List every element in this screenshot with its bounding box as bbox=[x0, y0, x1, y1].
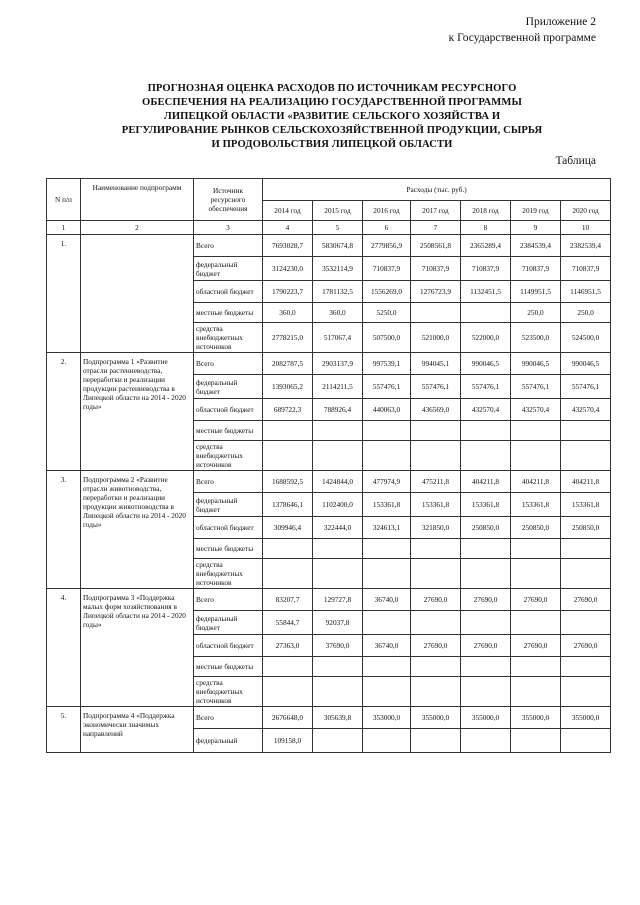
expense-value: 1424844,0 bbox=[313, 471, 363, 493]
expense-value bbox=[363, 421, 411, 441]
expense-value: 27690,0 bbox=[461, 635, 511, 657]
expense-value: 1393065,2 bbox=[263, 375, 313, 399]
expense-value: 27690,0 bbox=[511, 589, 561, 611]
expense-value bbox=[411, 677, 461, 707]
expense-value: 83207,7 bbox=[263, 589, 313, 611]
expense-value bbox=[461, 729, 511, 753]
expense-value: 1378646,1 bbox=[263, 493, 313, 517]
expense-value: 2082787,5 bbox=[263, 353, 313, 375]
document-title bbox=[92, 82, 572, 152]
expense-value: 1132451,5 bbox=[461, 281, 511, 303]
funding-source: федеральный бюджет bbox=[194, 375, 263, 399]
expense-value bbox=[263, 441, 313, 471]
expense-value: 36740,0 bbox=[363, 635, 411, 657]
expense-value: 521000,0 bbox=[411, 323, 461, 353]
table-header bbox=[47, 179, 611, 235]
expense-value: 1688592,5 bbox=[263, 471, 313, 493]
expense-value bbox=[461, 539, 511, 559]
row-number: 4. bbox=[47, 589, 81, 707]
row-number: 2. bbox=[47, 353, 81, 471]
expense-value bbox=[561, 729, 611, 753]
expense-value bbox=[363, 441, 411, 471]
expense-value bbox=[461, 611, 511, 635]
expense-value: 153361,8 bbox=[461, 493, 511, 517]
expense-value: 27690,0 bbox=[411, 635, 461, 657]
expense-value: 990046,5 bbox=[561, 353, 611, 375]
expense-value: 557476,1 bbox=[461, 375, 511, 399]
expense-value: 507500,0 bbox=[363, 323, 411, 353]
expense-value: 1102400,0 bbox=[313, 493, 363, 517]
table-body bbox=[47, 235, 611, 753]
table-row bbox=[47, 707, 611, 729]
expense-value: 557476,1 bbox=[561, 375, 611, 399]
expense-value: 557476,1 bbox=[511, 375, 561, 399]
expense-value: 153361,8 bbox=[511, 493, 561, 517]
expense-value bbox=[313, 441, 363, 471]
expense-value bbox=[411, 421, 461, 441]
expense-value: 1146951,5 bbox=[561, 281, 611, 303]
funding-source: областной бюджет bbox=[194, 399, 263, 421]
expense-value: 109158,0 bbox=[263, 729, 313, 753]
appendix-note bbox=[449, 14, 596, 46]
expense-value: 7693028,7 bbox=[263, 235, 313, 257]
expense-value: 710837,9 bbox=[561, 257, 611, 281]
expense-value: 997539,1 bbox=[363, 353, 411, 375]
expense-value bbox=[363, 559, 411, 589]
expense-value: 250850,0 bbox=[511, 517, 561, 539]
header-year: 2020 год bbox=[561, 201, 611, 221]
funding-source: средства внебюджетных источников bbox=[194, 677, 263, 707]
expense-value: 1790223,7 bbox=[263, 281, 313, 303]
title-line-1: ПРОГНОЗНАЯ ОЦЕНКА РАСХОДОВ ПО ИСТОЧНИКАМ РЕСУРСНОГО bbox=[147, 83, 517, 94]
expense-value bbox=[411, 539, 461, 559]
funding-source: областной бюджет bbox=[194, 281, 263, 303]
subprogram-name: Подпрограмма 2 «Развитие отрасли животноводства, переработки и реализации продукции животноводства в Липецкой области на 2014 - 2020 годы» bbox=[81, 471, 194, 589]
expense-value: 353000,0 bbox=[363, 707, 411, 729]
funding-source: областной бюджет bbox=[194, 517, 263, 539]
expense-value: 1556269,0 bbox=[363, 281, 411, 303]
expenses-table bbox=[46, 178, 611, 753]
expense-value: 2903137,9 bbox=[313, 353, 363, 375]
expense-value: 1781132,5 bbox=[313, 281, 363, 303]
expense-value: 432570,4 bbox=[561, 399, 611, 421]
expense-value bbox=[561, 559, 611, 589]
expense-value: 477974,9 bbox=[363, 471, 411, 493]
funding-source: местные бюджеты bbox=[194, 303, 263, 323]
column-number: 5 bbox=[313, 221, 363, 235]
expense-value bbox=[461, 657, 511, 677]
expense-value bbox=[313, 729, 363, 753]
funding-source: федеральный бюджет bbox=[194, 493, 263, 517]
funding-source: Всего bbox=[194, 353, 263, 375]
subprogram-name: Подпрограмма 4 «Поддержка экономически значимых направлений bbox=[81, 707, 194, 753]
funding-source: Всего bbox=[194, 707, 263, 729]
header-name: Наименование подпрограмм bbox=[81, 179, 194, 221]
expense-value bbox=[561, 421, 611, 441]
expense-value: 27363,0 bbox=[263, 635, 313, 657]
funding-source: средства внебюджетных источников bbox=[194, 559, 263, 589]
row-number: 1. bbox=[47, 235, 81, 353]
expense-value: 250850,0 bbox=[461, 517, 511, 539]
expense-value bbox=[411, 611, 461, 635]
expense-value: 153361,8 bbox=[411, 493, 461, 517]
header-source: Источник ресурсного обеспечения bbox=[194, 179, 263, 221]
expense-value bbox=[511, 677, 561, 707]
expense-value: 404211,8 bbox=[561, 471, 611, 493]
expense-value bbox=[263, 657, 313, 677]
expense-value: 355000,0 bbox=[561, 707, 611, 729]
expense-value: 5250,0 bbox=[363, 303, 411, 323]
expense-value bbox=[363, 611, 411, 635]
funding-source: местные бюджеты bbox=[194, 421, 263, 441]
expense-value: 2384539,4 bbox=[511, 235, 561, 257]
expense-value bbox=[561, 441, 611, 471]
expense-value: 710837,9 bbox=[461, 257, 511, 281]
expense-value: 710837,9 bbox=[363, 257, 411, 281]
expense-value bbox=[511, 421, 561, 441]
expense-value: 153361,8 bbox=[363, 493, 411, 517]
expense-value: 557476,1 bbox=[363, 375, 411, 399]
table-row bbox=[47, 353, 611, 375]
funding-source: средства внебюджетных источников bbox=[194, 441, 263, 471]
expense-value bbox=[561, 677, 611, 707]
column-number: 10 bbox=[561, 221, 611, 235]
table-label: Таблица bbox=[555, 155, 596, 167]
subprogram-name: Подпрограмма 1 «Развитие отрасли растениеводства, переработки и реализации продукции растениеводства в Липецкой области на 2014 - 2020 годы» bbox=[81, 353, 194, 471]
expense-value: 522000,0 bbox=[461, 323, 511, 353]
expense-value bbox=[263, 421, 313, 441]
expense-value: 2778215,0 bbox=[263, 323, 313, 353]
table-row bbox=[47, 471, 611, 493]
expense-value: 355000,0 bbox=[511, 707, 561, 729]
expense-value: 404211,8 bbox=[511, 471, 561, 493]
column-number: 4 bbox=[263, 221, 313, 235]
header-year: 2019 год bbox=[511, 201, 561, 221]
expense-value: 324613,1 bbox=[363, 517, 411, 539]
title-line-4: РЕГУЛИРОВАНИЕ РЫНКОВ СЕЛЬСКОХОЗЯЙСТВЕННОЙ ПРОДУКЦИИ, СЫРЬЯ bbox=[121, 125, 543, 136]
funding-source: федеральный бюджет bbox=[194, 611, 263, 635]
expense-value bbox=[313, 657, 363, 677]
expense-value bbox=[511, 729, 561, 753]
expense-value: 360,0 bbox=[313, 303, 363, 323]
expense-value bbox=[263, 539, 313, 559]
expense-value: 710837,9 bbox=[411, 257, 461, 281]
expense-value: 689722,3 bbox=[263, 399, 313, 421]
header-year: 2015 год bbox=[313, 201, 363, 221]
expense-value: 523500,0 bbox=[511, 323, 561, 353]
expense-value: 355000,0 bbox=[411, 707, 461, 729]
header-year: 2018 год bbox=[461, 201, 511, 221]
expense-value bbox=[313, 559, 363, 589]
funding-source: местные бюджеты bbox=[194, 539, 263, 559]
column-number: 1 bbox=[47, 221, 81, 235]
expense-value: 432570,4 bbox=[511, 399, 561, 421]
expense-value bbox=[511, 441, 561, 471]
expense-value: 250,0 bbox=[561, 303, 611, 323]
expense-value: 250850,0 bbox=[561, 517, 611, 539]
expense-value: 2382539,4 bbox=[561, 235, 611, 257]
expense-value: 305639,8 bbox=[313, 707, 363, 729]
expense-value bbox=[461, 421, 511, 441]
expense-value: 436569,0 bbox=[411, 399, 461, 421]
subprogram-name bbox=[81, 235, 194, 353]
column-number: 8 bbox=[461, 221, 511, 235]
column-number: 3 bbox=[194, 221, 263, 235]
funding-source: федеральный bbox=[194, 729, 263, 753]
expense-value bbox=[461, 677, 511, 707]
expense-value bbox=[263, 677, 313, 707]
expense-value bbox=[313, 677, 363, 707]
expense-value: 994045,1 bbox=[411, 353, 461, 375]
header-year: 2016 год bbox=[363, 201, 411, 221]
expense-value bbox=[313, 421, 363, 441]
expense-value: 788926,4 bbox=[313, 399, 363, 421]
expense-value: 2365289,4 bbox=[461, 235, 511, 257]
expense-value: 309946,4 bbox=[263, 517, 313, 539]
header-year: 2014 год bbox=[263, 201, 313, 221]
funding-source: федеральный бюджет bbox=[194, 257, 263, 281]
funding-source: местные бюджеты bbox=[194, 657, 263, 677]
row-number: 3. bbox=[47, 471, 81, 589]
expense-value bbox=[411, 441, 461, 471]
expense-value bbox=[263, 559, 313, 589]
expense-value bbox=[561, 611, 611, 635]
expense-value bbox=[363, 539, 411, 559]
expense-value bbox=[461, 303, 511, 323]
expense-value: 990046,5 bbox=[511, 353, 561, 375]
expense-value bbox=[363, 677, 411, 707]
expense-value: 322444,0 bbox=[313, 517, 363, 539]
column-number: 6 bbox=[363, 221, 411, 235]
expense-value: 153361,8 bbox=[561, 493, 611, 517]
expense-value: 517067,4 bbox=[313, 323, 363, 353]
title-line-5: И ПРОДОВОЛЬСТВИЯ ЛИПЕЦКОЙ ОБЛАСТИ bbox=[211, 139, 453, 150]
expense-value: 27690,0 bbox=[561, 589, 611, 611]
column-number: 2 bbox=[81, 221, 194, 235]
funding-source: Всего bbox=[194, 589, 263, 611]
expense-value: 129727,8 bbox=[313, 589, 363, 611]
funding-source: средства внебюджетных источников bbox=[194, 323, 263, 353]
column-number: 7 bbox=[411, 221, 461, 235]
expense-value: 2114211,5 bbox=[313, 375, 363, 399]
expense-value: 710837,9 bbox=[511, 257, 561, 281]
header-year: 2017 год bbox=[411, 201, 461, 221]
expense-value: 990046,5 bbox=[461, 353, 511, 375]
expense-value bbox=[411, 657, 461, 677]
expense-value: 27690,0 bbox=[511, 635, 561, 657]
funding-source: Всего bbox=[194, 235, 263, 257]
appendix-line-1: Приложение 2 bbox=[525, 16, 596, 28]
expense-value: 432570,4 bbox=[461, 399, 511, 421]
expense-value: 27690,0 bbox=[461, 589, 511, 611]
expense-value: 2508561,8 bbox=[411, 235, 461, 257]
expense-value: 1149951,5 bbox=[511, 281, 561, 303]
expense-value bbox=[411, 303, 461, 323]
expense-value bbox=[363, 657, 411, 677]
expense-value bbox=[411, 559, 461, 589]
expense-value: 440063,0 bbox=[363, 399, 411, 421]
expense-value: 2676648,0 bbox=[263, 707, 313, 729]
title-line-2: ОБЕСПЕЧЕНИЯ НА РЕАЛИЗАЦИЮ ГОСУДАРСТВЕННОЙ ПРОГРАММЫ bbox=[142, 97, 522, 108]
expense-value bbox=[363, 729, 411, 753]
expense-value: 321850,0 bbox=[411, 517, 461, 539]
row-number: 5. bbox=[47, 707, 81, 753]
table-row bbox=[47, 589, 611, 611]
expense-value: 355000,0 bbox=[461, 707, 511, 729]
expense-value: 37690,0 bbox=[313, 635, 363, 657]
expense-value: 557476,1 bbox=[411, 375, 461, 399]
expense-value bbox=[461, 441, 511, 471]
column-number: 9 bbox=[511, 221, 561, 235]
expense-value: 27690,0 bbox=[411, 589, 461, 611]
expense-value bbox=[511, 539, 561, 559]
expense-value: 27690,0 bbox=[561, 635, 611, 657]
expense-value: 3532114,9 bbox=[313, 257, 363, 281]
table-row bbox=[47, 235, 611, 257]
expense-value: 1276723,9 bbox=[411, 281, 461, 303]
expense-value: 92037,8 bbox=[313, 611, 363, 635]
expense-value: 404211,8 bbox=[461, 471, 511, 493]
expense-value: 250,0 bbox=[511, 303, 561, 323]
header-num: N п/п bbox=[47, 179, 81, 221]
funding-source: областной бюджет bbox=[194, 635, 263, 657]
expense-value bbox=[561, 657, 611, 677]
expense-value bbox=[461, 559, 511, 589]
expense-value: 2779856,9 bbox=[363, 235, 411, 257]
expense-value: 5830674,8 bbox=[313, 235, 363, 257]
header-expenses: Расходы (тыс. руб.) bbox=[263, 179, 611, 201]
expense-value bbox=[411, 729, 461, 753]
expense-value bbox=[511, 657, 561, 677]
funding-source: Всего bbox=[194, 471, 263, 493]
appendix-line-2: к Государственной программе bbox=[448, 32, 596, 44]
expense-value bbox=[561, 539, 611, 559]
title-line-3: ЛИПЕЦКОЙ ОБЛАСТИ «РАЗВИТИЕ СЕЛЬСКОГО ХОЗЯЙСТВА И bbox=[163, 111, 501, 122]
subprogram-name: Подпрограмма 3 «Поддержка малых форм хозяйствования в Липецкой области на 2014 - 2020 годы» bbox=[81, 589, 194, 707]
expense-value: 524500,0 bbox=[561, 323, 611, 353]
expense-value: 360,0 bbox=[263, 303, 313, 323]
expense-value: 475211,8 bbox=[411, 471, 461, 493]
expense-value: 36740,0 bbox=[363, 589, 411, 611]
expense-value bbox=[511, 611, 561, 635]
expense-value: 3124230,0 bbox=[263, 257, 313, 281]
expense-value bbox=[511, 559, 561, 589]
expense-value bbox=[313, 539, 363, 559]
expense-value: 55844,7 bbox=[263, 611, 313, 635]
